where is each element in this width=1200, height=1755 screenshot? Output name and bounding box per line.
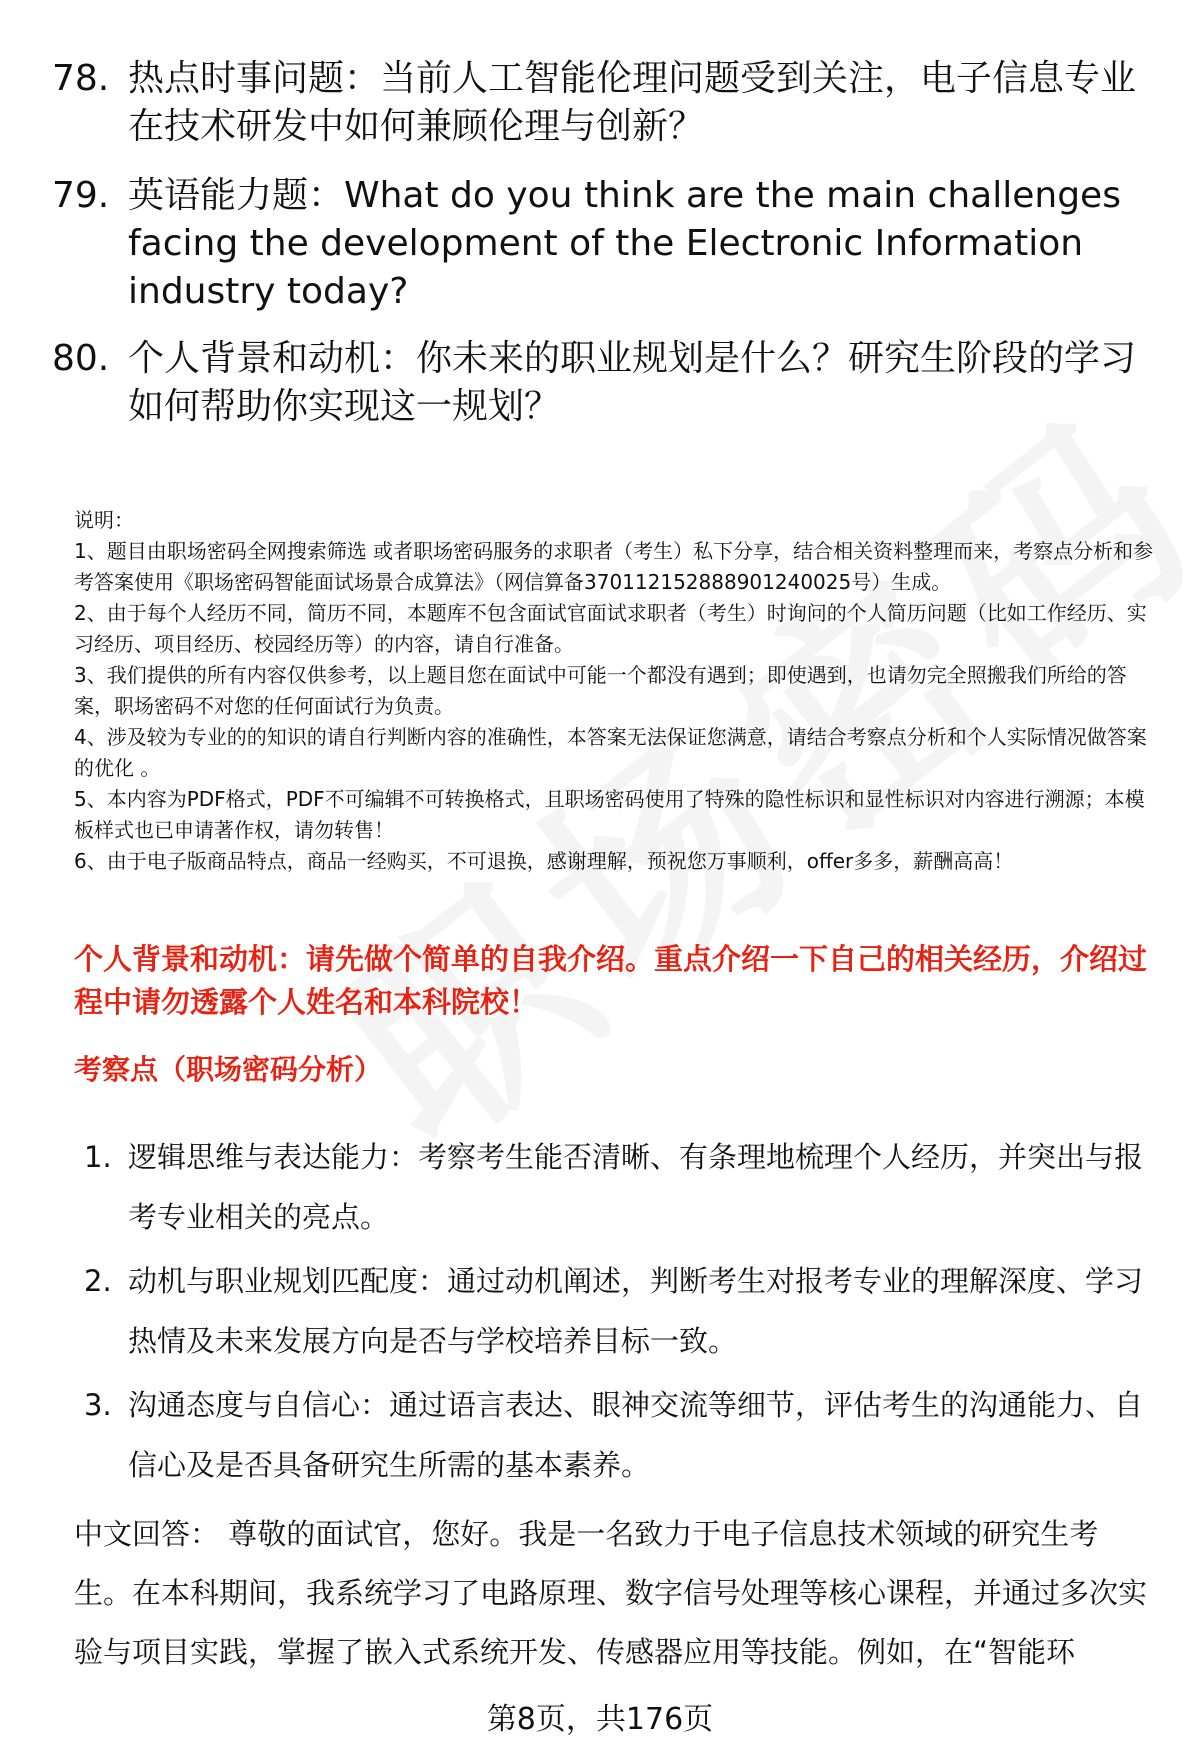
point-text: 动机与职业规划匹配度：通过动机阐述，判断考生对报考专业的理解深度、学习热情及未来发展方向是否与学校培养目标一致。 — [128, 1264, 1144, 1358]
question-number: 79. — [52, 175, 110, 216]
assessment-points — [84, 1127, 1154, 1499]
question-78 — [52, 55, 1152, 151]
list-item — [84, 1251, 1154, 1371]
notes-block — [74, 505, 1164, 877]
list-item — [84, 1127, 1154, 1247]
point-number: 3. — [84, 1388, 112, 1422]
list-item — [84, 1375, 1154, 1495]
interview-prompt: 个人背景和动机：请先做个简单的自我介绍。重点介绍一下自己的相关经历，介绍过程中请勿透露个人姓名和本科院校！ — [74, 942, 1148, 1019]
answer-text: 中文回答： 尊敬的面试官，您好。我是一名致力于电子信息技术领域的研究生考生。在本科期间，我系统学习了电路原理、数字信号处理等核心课程，并通过多次实验与项目实践，掌握了嵌入式系统开发、传感器应用等技能。例如，在“智能环 — [74, 1517, 1148, 1669]
question-79 — [52, 172, 1152, 316]
note-item: 3、我们提供的所有内容仅供参考，以上题目您在面试中可能一个都没有遇到；即使遇到，也请勿完全照搬我们所给的答案，职场密码不对您的任何面试行为负责。 — [74, 663, 1127, 718]
page-footer: 第8页，共176页 — [486, 1702, 714, 1737]
note-item: 4、涉及较为专业的的知识的请自行判断内容的准确性，本答案无法保证您满意，请结合考察点分析和个人实际情况做答案的优化 。 — [74, 725, 1147, 780]
note-item: 1、题目由职场密码全网搜索筛选 或者职场密码服务的求职者（考生）私下分享，结合相关资料整理而来，考察点分析和参考答案使用《职场密码智能面试场景合成算法》（网信算备370112152888901240025号）生成。 — [74, 539, 1154, 594]
note-item: 2、由于每个人经历不同，简历不同，本题库不包含面试官面试求职者（考生）时询问的个人简历问题（比如工作经历、实习经历、项目经历、校园经历等）的内容，请自行准备。 — [74, 601, 1147, 656]
section-title: 考察点（职场密码分析） — [74, 1053, 383, 1086]
notes-title: 说明： — [74, 508, 134, 532]
question-text: 热点时事问题：当前人工智能伦理问题受到关注，电子信息专业在技术研发中如何兼顾伦理与创新？ — [128, 58, 1137, 147]
point-text: 逻辑思维与表达能力：考察考生能否清晰、有条理地梳理个人经历，并突出与报考专业相关的亮点。 — [128, 1140, 1144, 1234]
question-text: 英语能力题：What do you think are the main challenges facing the development of the Electronic Information industry today? — [128, 175, 1121, 312]
point-number: 2. — [84, 1264, 112, 1298]
note-item: 5、本内容为PDF格式，PDF不可编辑不可转换格式，且职场密码使用了特殊的隐性标识和显性标识对内容进行溯源；本模板样式也已申请著作权，请勿转售！ — [74, 787, 1145, 842]
point-number: 1. — [84, 1140, 112, 1174]
question-number: 80. — [52, 338, 110, 379]
question-80 — [52, 335, 1152, 431]
question-text: 个人背景和动机：你未来的职业规划是什么？研究生阶段的学习如何帮助你实现这一规划？ — [128, 338, 1137, 427]
note-item: 6、由于电子版商品特点，商品一经购买，不可退换，感谢理解，预祝您万事顺利，offer多多，薪酬高高！ — [74, 849, 1014, 873]
question-number: 78. — [52, 58, 110, 99]
point-text: 沟通态度与自信心：通过语言表达、眼神交流等细节，评估考生的沟通能力、自信心及是否具备研究生所需的基本素养。 — [128, 1388, 1144, 1482]
